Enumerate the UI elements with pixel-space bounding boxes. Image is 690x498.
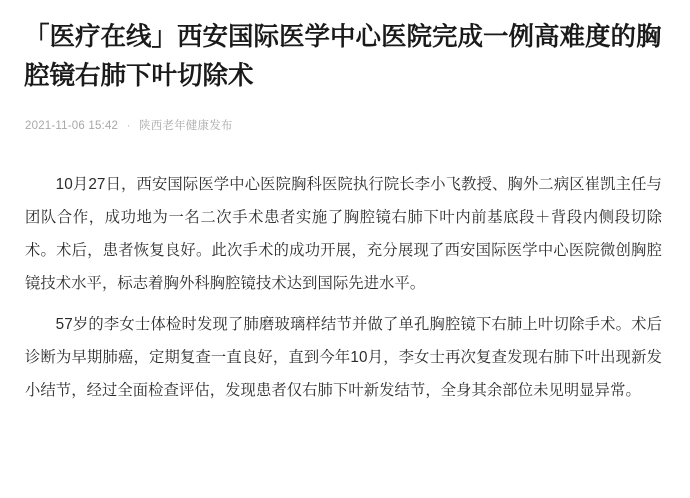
article-paragraph: 10月27日，西安国际医学中心医院胸科医院执行院长李小飞教授、胸外二病区崔凯主任与团队合作，成功地为一名二次手术患者实施了胸腔镜右肺下叶内前基底段＋背段内侧段切除术。术后，患者恢复良好。此次手术的成功开展，充分展现了西安国际医学中心医院微创胸腔镜技术水平，标志着胸外科胸腔镜技术达到国际先进水平。 xyxy=(25,176,662,292)
publish-timestamp: 2021-11-06 15:42 xyxy=(25,120,119,132)
article-meta xyxy=(22,118,668,134)
meta-separator: · xyxy=(126,120,131,132)
article-paragraph: 57岁的李女士体检时发现了肺磨玻璃样结节并做了单孔胸腔镜下右肺上叶切除手术。术后诊断为早期肺癌，定期复查一直良好，直到今年10月，李女士再次复查发现右肺下叶出现新发小结节，经过全面检查评估，发现患者仅右肺下叶新发结节，全身其余部位未见明显异常。 xyxy=(25,316,662,399)
publish-source: 陕西老年健康发布 xyxy=(139,120,233,132)
article-body xyxy=(22,168,668,407)
page-title: 「医疗在线」西安国际医学中心医院完成一例高难度的胸腔镜右肺下叶切除术 xyxy=(24,23,662,90)
